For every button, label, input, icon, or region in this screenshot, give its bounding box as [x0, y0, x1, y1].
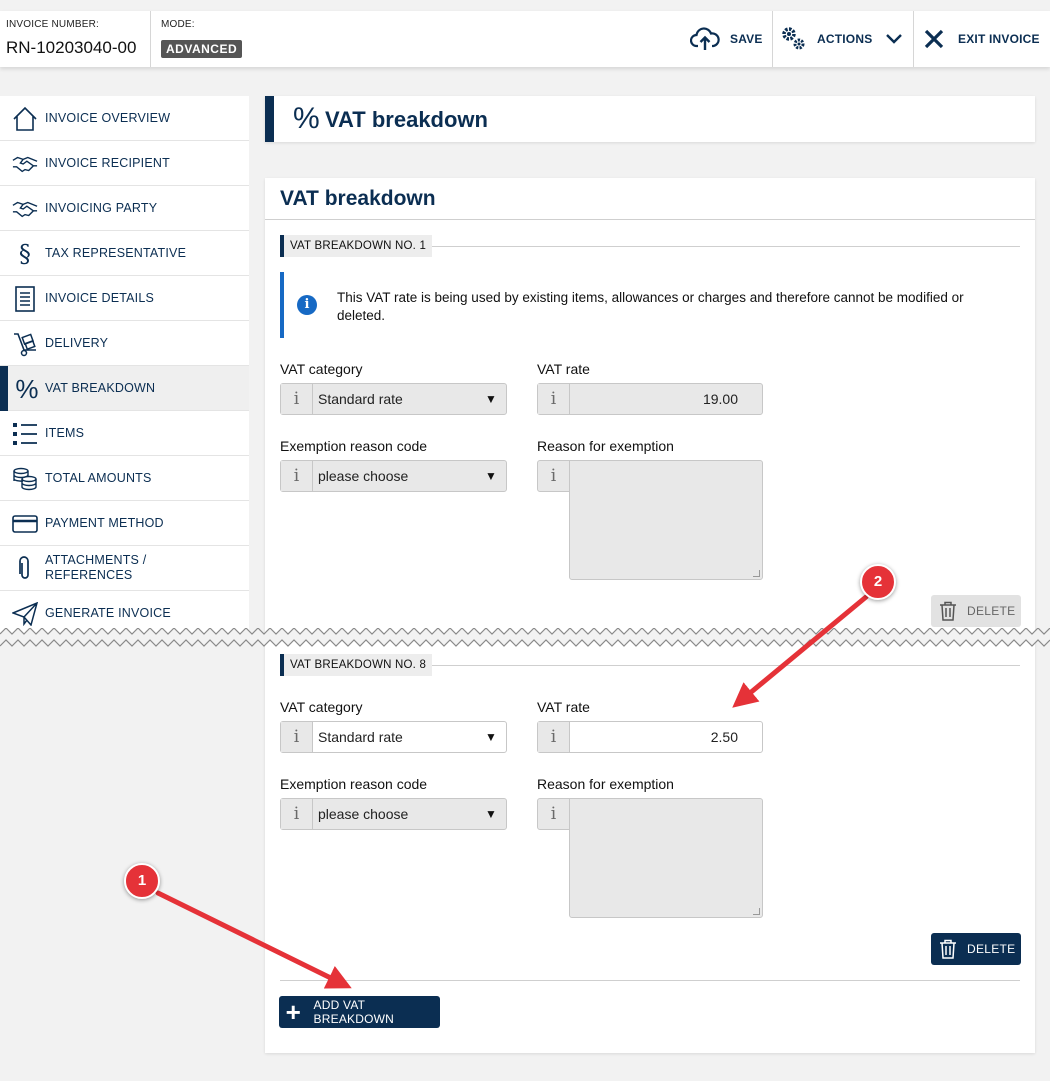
invoice-number-value: RN-10203040-00 — [6, 38, 137, 57]
breakdown-1-header — [280, 235, 1020, 257]
sidebar-item-tax-representative[interactable] — [0, 231, 249, 276]
paperclip-icon — [12, 556, 38, 582]
sidebar-item-payment-method[interactable] — [0, 501, 249, 546]
exit-invoice-button[interactable] — [913, 11, 1050, 67]
mode-label: MODE: — [161, 19, 195, 30]
coins-icon — [12, 466, 38, 492]
save-button[interactable] — [690, 11, 772, 67]
vat-rate-label: VAT rate — [537, 699, 590, 715]
caret-down-icon: ▼ — [485, 730, 497, 744]
add-vat-breakdown-label: ADD VAT BREAKDOWN — [313, 998, 395, 1026]
sidebar-item-label: GENERATE INVOICE — [45, 606, 171, 620]
exemption-reason-textarea — [537, 460, 763, 580]
vat-rate-value: 2.50 — [710, 729, 738, 745]
info-icon[interactable]: i — [538, 722, 570, 752]
plus-icon: + — [285, 997, 301, 1027]
actions-label: ACTIONS — [817, 32, 873, 46]
document-icon — [12, 286, 38, 312]
exit-invoice-label: EXIT INVOICE — [958, 32, 1040, 46]
info-icon[interactable]: i — [538, 384, 570, 414]
sidebar-item-label — [45, 553, 146, 583]
exemption-reason-input — [569, 798, 763, 918]
delete-button-disabled — [931, 595, 1021, 627]
hand-truck-icon — [12, 331, 38, 357]
sidebar-item-label: PAYMENT METHOD — [45, 516, 164, 530]
trash-icon — [939, 939, 957, 959]
sidebar-item-label: INVOICING PARTY — [45, 201, 158, 215]
invoice-number-label: INVOICE NUMBER: — [6, 19, 100, 30]
sidebar-item-label: TAX REPRESENTATIVE — [45, 246, 187, 260]
actions-button[interactable] — [772, 11, 913, 67]
sidebar-item-label: DELIVERY — [45, 336, 109, 350]
page-title: VAT breakdown — [325, 107, 488, 132]
vat-rate-input — [537, 383, 763, 415]
cloud-upload-icon — [690, 26, 720, 52]
save-label: SAVE — [730, 32, 763, 46]
credit-card-icon — [12, 511, 38, 537]
trash-icon — [939, 601, 957, 621]
exemption-code-label: Exemption reason code — [280, 776, 428, 792]
info-icon: i — [297, 295, 317, 315]
sidebar-item-vat-breakdown[interactable] — [0, 366, 249, 411]
info-icon[interactable]: i — [281, 799, 313, 829]
vat-category-select — [280, 383, 507, 415]
paper-plane-icon — [12, 601, 38, 627]
vat-category-label: VAT category — [280, 699, 363, 715]
delete-label: DELETE — [967, 942, 1016, 956]
sidebar-item-label: TOTAL AMOUNTS — [45, 471, 152, 485]
percent-icon: % — [293, 102, 320, 135]
close-icon — [924, 29, 944, 49]
handshake-icon — [12, 196, 38, 222]
list-icon — [12, 421, 38, 447]
info-icon[interactable]: i — [281, 461, 313, 491]
percent-icon: % — [15, 373, 39, 404]
sidebar-item-invoice-recipient[interactable] — [0, 141, 249, 186]
sidebar-item-label-line1: ATTACHMENTS / — [45, 553, 147, 567]
info-icon[interactable]: i — [537, 460, 570, 492]
caret-down-icon: ▼ — [485, 469, 497, 483]
exemption-reason-input — [569, 460, 763, 580]
page-heading — [265, 96, 1035, 142]
breakdown-1-title: VAT BREAKDOWN NO. 1 — [280, 235, 432, 257]
info-icon[interactable]: i — [281, 722, 313, 752]
sidebar-item-label: INVOICE RECIPIENT — [45, 156, 170, 170]
caret-down-icon: ▼ — [485, 807, 497, 821]
sidebar-item-invoicing-party[interactable] — [0, 186, 249, 231]
delete-button[interactable] — [931, 933, 1021, 965]
mode-badge: ADVANCED — [161, 40, 242, 58]
top-bar — [0, 11, 1050, 67]
divider — [265, 219, 1035, 220]
exemption-reason-textarea — [537, 798, 763, 918]
breakdown-8-header — [280, 654, 1020, 676]
home-icon — [12, 106, 38, 132]
exemption-code-value: please choose — [318, 806, 409, 822]
section-icon: § — [18, 240, 32, 268]
divider — [280, 980, 1020, 981]
invoice-number-field — [0, 11, 151, 67]
vat-category-value: Standard rate — [318, 729, 403, 745]
gears-icon — [781, 26, 807, 52]
sidebar-item-total-amounts[interactable] — [0, 456, 249, 501]
sidebar-item-invoice-details[interactable] — [0, 276, 249, 321]
info-text: This VAT rate is being used by existing items, allowances or charges and therefore cannot be modified or deleted. — [337, 290, 964, 323]
exemption-code-label: Exemption reason code — [280, 438, 428, 454]
exemption-code-select — [280, 460, 507, 492]
delete-label: DELETE — [967, 604, 1016, 618]
annotation-marker-1: 1 — [124, 863, 160, 899]
card-title: VAT breakdown — [280, 187, 436, 210]
vat-rate-value: 19.00 — [702, 391, 738, 407]
sidebar-item-label-line2: REFERENCES — [45, 568, 133, 582]
info-icon[interactable]: i — [537, 798, 570, 830]
sidebar-item-invoice-overview[interactable] — [0, 96, 249, 141]
exemption-code-select — [280, 798, 507, 830]
sidebar-nav — [0, 96, 249, 636]
vat-rate-label: VAT rate — [537, 361, 590, 377]
sidebar-item-label: INVOICE OVERVIEW — [45, 111, 171, 125]
exemption-reason-label: Reason for exemption — [537, 776, 674, 792]
torn-edge-divider — [0, 628, 1050, 652]
caret-down-icon: ▼ — [485, 392, 497, 406]
sidebar-item-label: ITEMS — [45, 426, 85, 440]
sidebar-item-delivery[interactable] — [0, 321, 249, 366]
vat-category-label: VAT category — [280, 361, 363, 377]
mode-field — [151, 11, 301, 67]
sidebar-item-attachments[interactable] — [0, 546, 249, 591]
exemption-code-value: please choose — [318, 468, 409, 484]
vat-breakdown-card — [265, 178, 1035, 1053]
annotation-marker-2: 2 — [860, 564, 896, 600]
sidebar-item-label: INVOICE DETAILS — [45, 291, 155, 305]
sidebar-item-label: VAT BREAKDOWN — [45, 381, 156, 395]
handshake-icon — [12, 151, 38, 177]
info-icon[interactable]: i — [281, 384, 313, 414]
vat-rate-input[interactable] — [537, 721, 763, 753]
chevron-down-icon — [886, 34, 902, 44]
info-message — [280, 272, 1020, 338]
breakdown-8-title: VAT BREAKDOWN NO. 8 — [280, 654, 432, 676]
vat-category-select[interactable] — [280, 721, 507, 753]
add-vat-breakdown-button[interactable] — [279, 996, 440, 1028]
vat-category-value: Standard rate — [318, 391, 403, 407]
exemption-reason-label: Reason for exemption — [537, 438, 674, 454]
sidebar-item-items[interactable] — [0, 411, 249, 456]
